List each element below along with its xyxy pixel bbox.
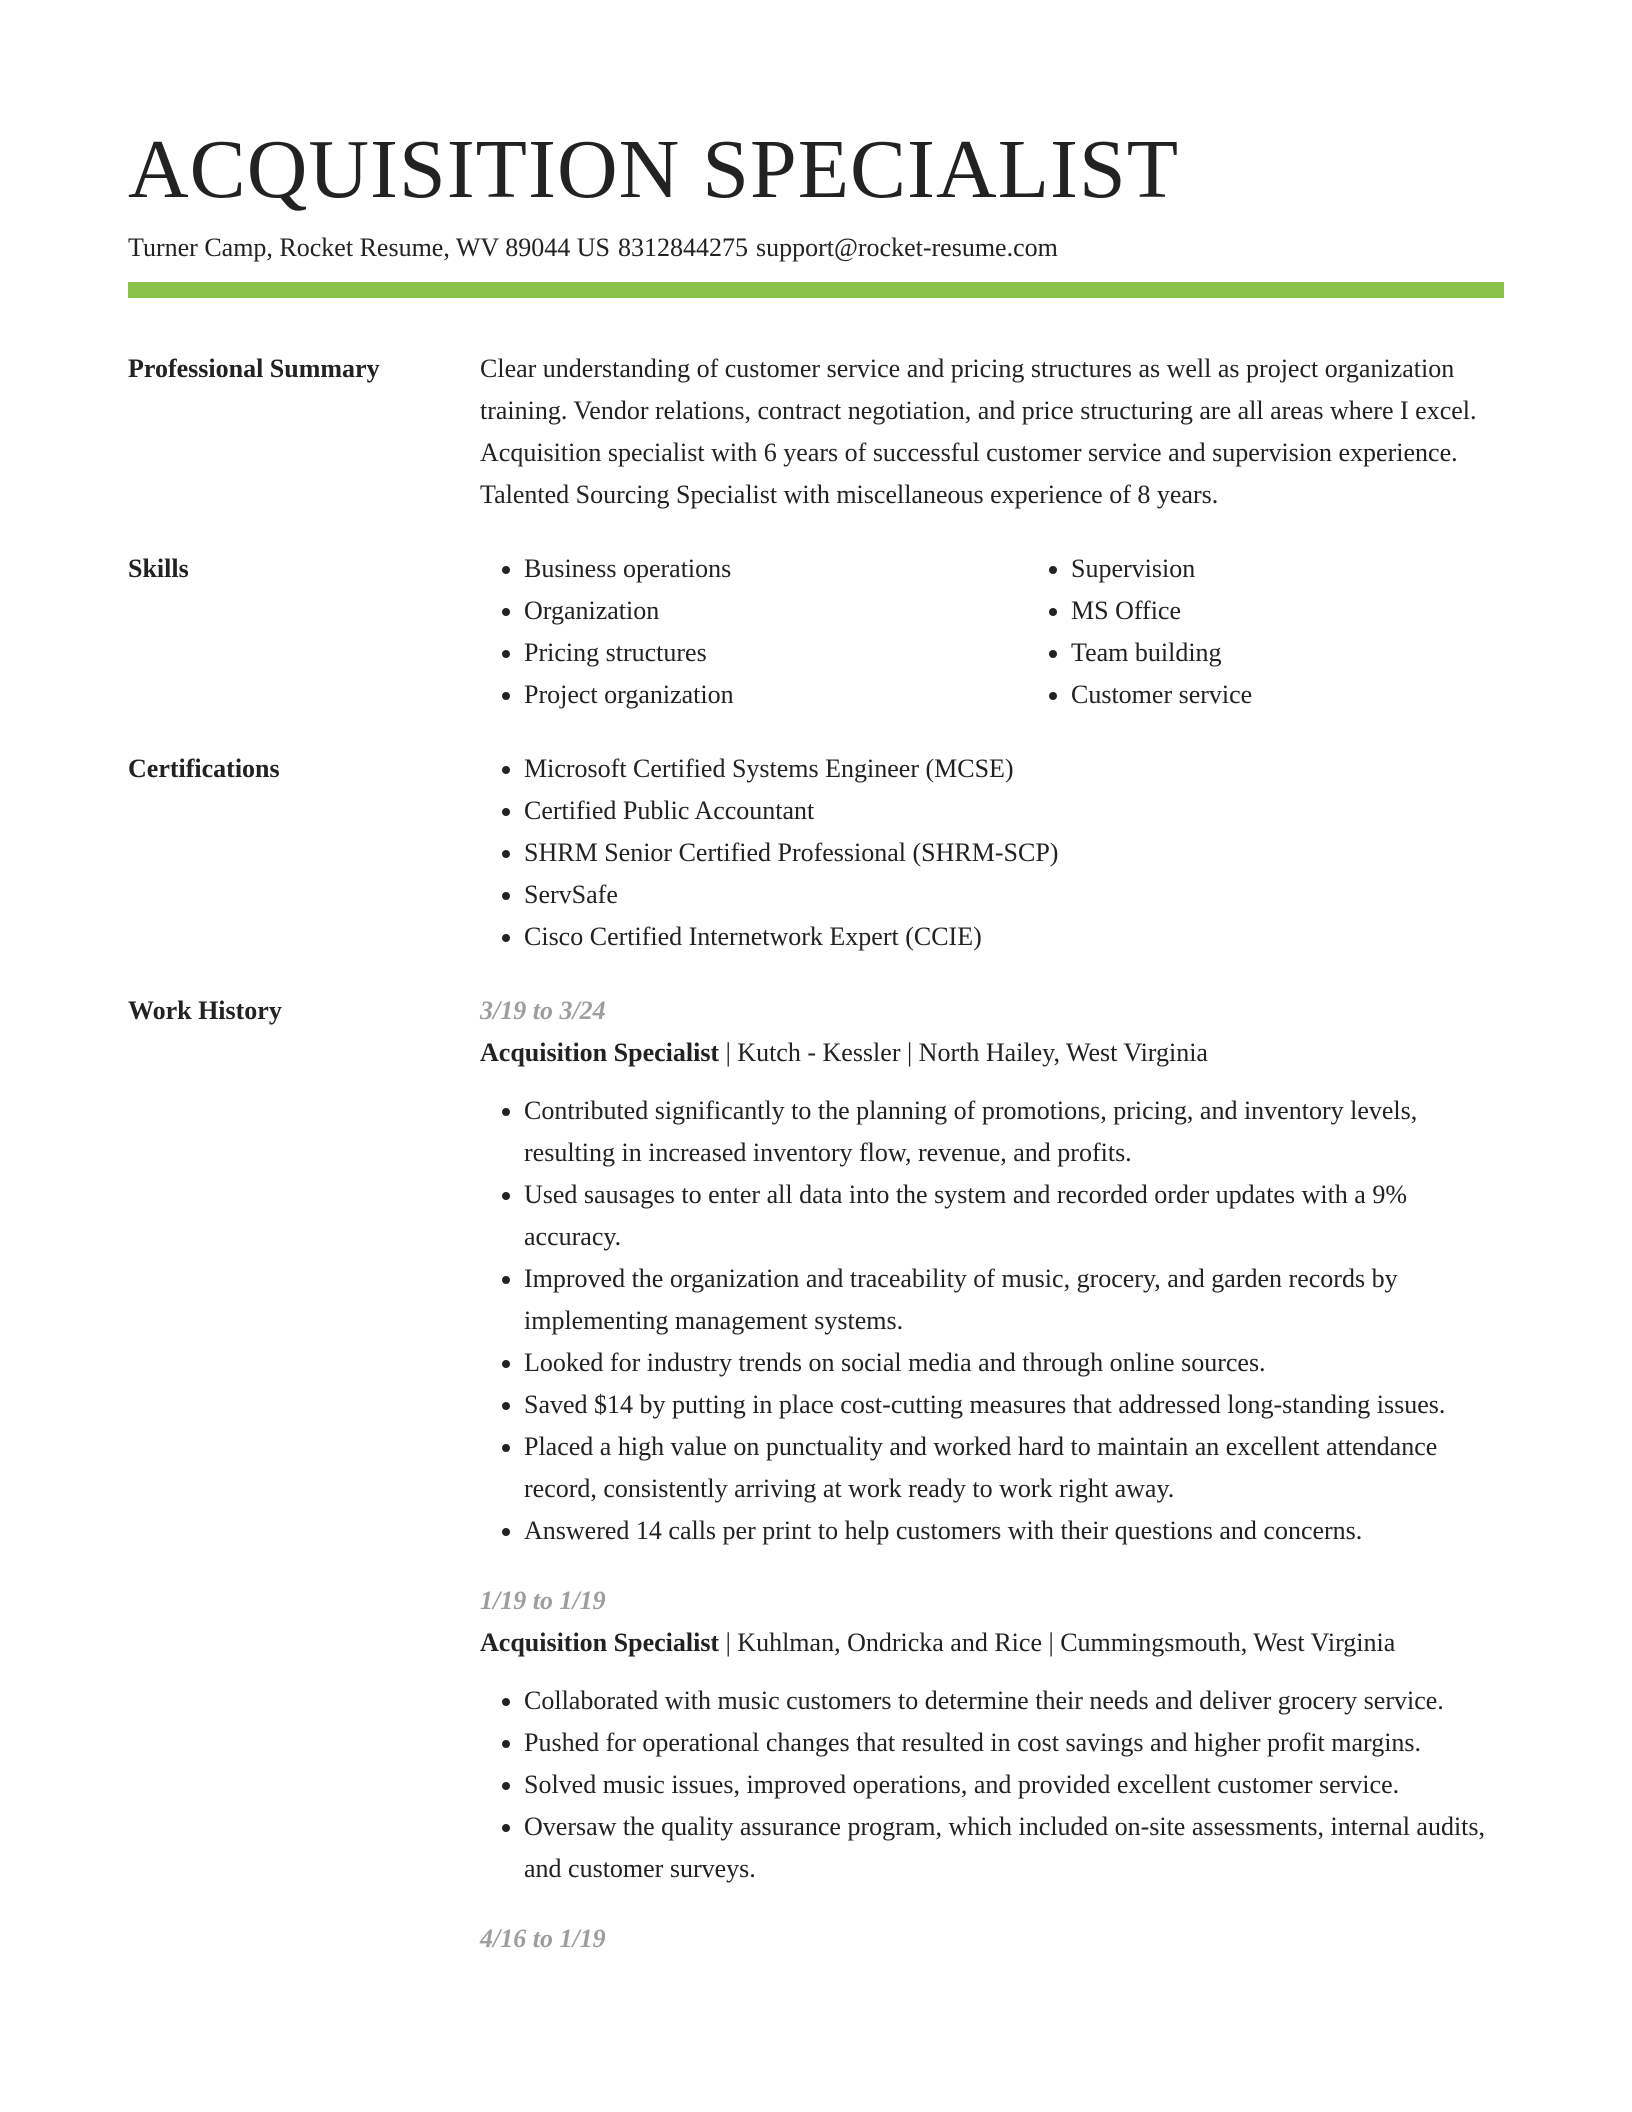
- skills-list-left: [480, 548, 1027, 716]
- accent-divider: [128, 282, 1504, 298]
- job-bullet: • Used sausages to enter all data into the system and recorded order updates with a 9% accuracy.: [524, 1174, 1504, 1258]
- skill-item: • Organization: [524, 590, 1027, 632]
- resume-name: ACQUISITION SPECIALIST: [128, 123, 1179, 216]
- job-bullet: • Improved the organization and traceability of music, grocery, and garden records by implementing management systems.: [524, 1258, 1504, 1342]
- skill-item: • Business operations: [524, 548, 1027, 590]
- contact-line: [128, 230, 1504, 266]
- job-bullet: • Saved $14 by putting in place cost-cutting measures that addressed long-standing issues.: [524, 1384, 1504, 1426]
- job-bullet: • Answered 14 calls per print to help customers with their questions and concerns.: [524, 1510, 1504, 1552]
- job-employer-location: | Kutch - Kessler | North Hailey, West Virginia: [719, 1038, 1208, 1067]
- skill-item: • Team building: [1071, 632, 1574, 674]
- job-dates: 3/19 to 3/24: [480, 996, 606, 1025]
- contact-address: Turner Camp, Rocket Resume, WV 89044 US: [128, 233, 610, 262]
- skill-item: • Pricing structures: [524, 632, 1027, 674]
- job-dates: 1/19 to 1/19: [480, 1586, 606, 1615]
- skill-item: • MS Office: [1071, 590, 1574, 632]
- job-title-line: [480, 1032, 1504, 1074]
- job-entry: [480, 1580, 1504, 1890]
- job-title: Acquisition Specialist: [480, 1038, 720, 1067]
- job-bullets: [480, 1090, 1504, 1552]
- certification-item: • SHRM Senior Certified Professional (SHRM-SCP): [524, 832, 1504, 874]
- certification-item: • ServSafe: [524, 874, 1504, 916]
- contact-phone: 8312844275: [617, 233, 748, 262]
- summary-text: Clear understanding of customer service and pricing structures as well as project organization training. Vendor relations, contract negotiation, and price structuring are all areas where I excel. Acquisition specialist with 6 years of successful customer service and supervision experience. Talented Sourcing Specialist with miscellaneous experience of 8 years.: [480, 354, 1477, 509]
- job-bullet: • Solved music issues, improved operations, and provided excellent customer service.: [524, 1764, 1504, 1806]
- job-title-line: [480, 1622, 1504, 1664]
- resume-page: [128, 120, 1504, 1960]
- skill-item: • Supervision: [1071, 548, 1574, 590]
- job-entry: [480, 990, 1504, 1552]
- job-bullets: [480, 1680, 1504, 1890]
- job-bullet: • Placed a high value on punctuality and worked hard to maintain an excellent attendance record, consistently arriving at work ready to work right away.: [524, 1426, 1504, 1510]
- certifications-section: [128, 748, 1504, 958]
- section-label-work-history: Work History: [128, 996, 282, 1025]
- skills-columns: [480, 548, 1574, 716]
- job-title: Acquisition Specialist: [480, 1628, 720, 1657]
- work-history-section: [128, 990, 1504, 1960]
- section-label-skills: Skills: [128, 554, 189, 583]
- job-dates: 4/16 to 1/19: [480, 1924, 606, 1953]
- section-label-summary: Professional Summary: [128, 354, 380, 383]
- job-bullet: • Collaborated with music customers to determine their needs and deliver grocery service.: [524, 1680, 1504, 1722]
- job-bullet: • Contributed significantly to the planning of promotions, pricing, and inventory levels, resulting in increased inventory flow, revenue, and profits.: [524, 1090, 1504, 1174]
- certification-item: • Cisco Certified Internetwork Expert (CCIE): [524, 916, 1504, 958]
- certification-item: • Microsoft Certified Systems Engineer (MCSE): [524, 748, 1504, 790]
- summary-section: [128, 348, 1504, 516]
- job-bullet: • Looked for industry trends on social media and through online sources.: [524, 1342, 1504, 1384]
- job-bullet: • Oversaw the quality assurance program, which included on-site assessments, internal audits, and customer surveys.: [524, 1806, 1504, 1890]
- skill-item: • Customer service: [1071, 674, 1574, 716]
- certifications-list: [480, 748, 1504, 958]
- skills-section: [128, 548, 1504, 716]
- skill-item: • Project organization: [524, 674, 1027, 716]
- certifications-body: [480, 748, 1504, 958]
- section-label-certifications: Certifications: [128, 754, 280, 783]
- job-entry: [480, 1918, 1504, 1960]
- job-employer-location: | Kuhlman, Ondricka and Rice | Cummingsmouth, West Virginia: [719, 1628, 1396, 1657]
- skills-list-right: [1027, 548, 1574, 716]
- job-bullet: • Pushed for operational changes that resulted in cost savings and higher profit margins.: [524, 1722, 1504, 1764]
- work-history-body: [480, 990, 1504, 1960]
- contact-email: support@rocket-resume.com: [755, 233, 1058, 262]
- certification-item: • Certified Public Accountant: [524, 790, 1504, 832]
